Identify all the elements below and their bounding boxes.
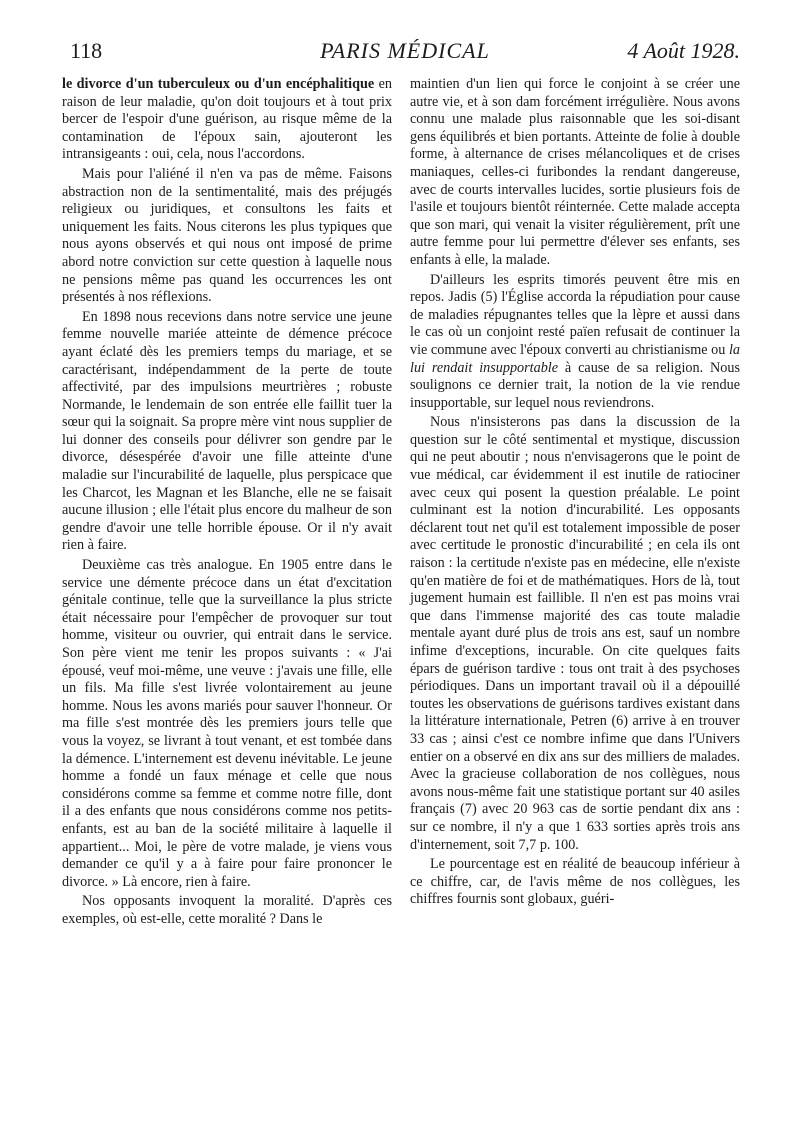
paragraph: Nous n'insisterons pas dans la discussion de la question sur le côté sentimental et mystique, discussion qui ne peut aboutir ; nous n'envisagerons que le point de vue médical, car évidemment il est inutile de ratiociner avec ceux qui posent la question préalable. Le point culminant est la notion d'incurabilité. Les opposants déclarent tout net qu'il est totalement impossible de poser avec certitude le pronostic d'incurabilité ; en cela ils ont raison : la certitude n'existe pas en médecine, elle n'existe qu'en matière de foi et de mathématiques. Hors de là, tout jugement humain est faillible. Il n'en est pas moins vrai que dans l'immense majorité des cas toute maladie mentale ayant duré plus de trois ans est, sauf un nombre infime d'exceptions, incurable. On cite quelques faits épars de guérison tardive : tous ont trait à des psychoses périodiques. Dans un important travail où il a dépouillé toutes les observations de guérisons tardives existant dans la littérature internationale, Petren (6) arrive à en trouver 33 cas ; ainsi c'est ce nombre infime que dans l'Univers entier on a observé en dix ans sur des milliers de malades. Avec la gracieuse collaboration de nos collègues, nous avons nous-même fait une statistique portant sur 40 asiles français (7) avec 20 963 cas de sortie pendant dix ans : sur ce nombre, il n'y a que 1 633 sorties après trois ans d'internement, soit 7,7 p. 100.: [410, 414, 740, 853]
page-number: 118: [70, 38, 103, 63]
paragraph: Deuxième cas très analogue. En 1905 entre dans le service une démente précoce dans un état d'excitation génitale continue, telle que la surveillance la plus stricte était nécessaire pour l'empêcher de provoquer sur tout homme, visiteur ou ouvrier, qui entrait dans le service. Son père vient me tenir les propos suivants : « J'ai épousé, veuf moi-même, une veuve : j'avais une fille, elle un fils. Ma fille s'est livrée volontairement au jeune homme. Nous les avons mariés pour sauver l'honneur. Or ma fille s'est montrée dès les premiers jours telle que vous la voyez, se livrant à tout venant, et est tombée dans la démence. L'internement est devenu inévitable. Le jeune homme a fondé un faux ménage et celle que nous considérons comme sa femme et comme notre fille, dont il a des enfants que nous considérons comme nos petits-enfants, est au ban de la société militaire à laquelle il appartient... Moi, le père de votre malade, je viens vous demander ce qu'il y a à faire pour faire prononcer le divorce. » Là encore, rien à faire.: [62, 557, 392, 890]
paragraph-text: en raison de leur maladie, qu'on doit toujours et à tout prix bercer de l'espoir d'une guérison, au risque même de la contamination de l'époux sain, ajouteront les intransigeants : oui, cela, nous l'accordons.: [62, 76, 392, 163]
paragraph: En 1898 nous recevions dans notre service une jeune femme nouvelle mariée atteinte de démence précoce ayant éclaté dès les premiers temps du mariage, et se caractérisant, indépendamment de la perte de toute affectivité, par des impulsions meurtrières ; robuste Normande, le lendemain de son entrée elle faillit tuer la sœur qui la soignait. Sa propre mère vint nous supplier de lui donner des conseils pour délivrer son gendre par le divorce, désespérée d'avoir une fille atteinte d'une maladie sur l'incurabilité de laquelle, plus perspicace que les Charcot, les Magnan et les Blanche, elle ne se faisait aucune illusion ; elle l'était plus encore du malheur de son gendre d'avoir une telle horrible épouse. Or il n'y avait rien à faire.: [62, 308, 392, 554]
paragraph-lead: le divorce d'un tuberculeux ou d'un encéphalitique: [62, 76, 375, 92]
paragraph: [410, 272, 740, 413]
paragraph: maintien d'un lien qui force le conjoint à se créer une autre vie, et à son dam forcément irrégulière. Nous avons connu une malade plus raisonnable que les soi-disant gens équilibrés et bien portants. Atteinte de folie à double forme, à alternance de crises mélancoliques et de crises maniaques, celles-ci furibondes la rendant dangereuse, avec de courts intervalles lucides, sortie plusieurs fois de l'asile et toujours bientôt réinternée. Cette malade accepta que son mari, qui venait la visiter régulièrement, prît une autre femme pour lui permettre d'élever ses enfants, ses enfants à elle, la malade.: [410, 76, 740, 268]
page-header: [70, 38, 740, 68]
paragraph: Nos opposants invoquent la moralité. D'après ces exemples, où est-elle, cette moralité ? Dans le: [62, 893, 392, 927]
emphasis-text: la lui rendait insupportable: [410, 341, 740, 376]
paragraph: Le pourcentage est en réalité de beaucoup inférieur à ce chiffre, car, de l'avis même de nos collègues, les chiffres fournis sont globaux, guéri-: [410, 856, 740, 908]
left-column: [62, 76, 392, 931]
paragraph-text: à cause de sa religion. Nous soulignons ce dernier trait, la notion de la vie rendue insupportable, sur lequel nous reviendrons.: [410, 359, 740, 411]
journal-title: PARIS MÉDICAL: [320, 38, 490, 63]
paragraph-text: D'ailleurs les esprits timorés peuvent être mis en repos. Jadis (5) l'Église accorda la répudiation pour cause de maladies répugnantes telles que la lèpre et aussi dans le cas où un conjoint resté païen refusait de continuer la vie commune avec l'époux converti au christianisme ou: [410, 271, 740, 358]
paragraph: [62, 76, 392, 164]
right-column: [410, 76, 740, 911]
paragraph: Mais pour l'aliéné il n'en va pas de même. Faisons abstraction non de la sentimentalité, mais des préjugés religieux ou juridiques, et consultons les faits et uniquement les faits. Nous citerons les plus typiques que nous ayons observés et qui nous ont imposé de prime abord notre conviction sur cette question à laquelle nous ne pensions même pas quand les occurrences les ont présentés à nos réflexions.: [62, 165, 392, 306]
issue-date: 4 Août 1928.: [627, 38, 740, 63]
